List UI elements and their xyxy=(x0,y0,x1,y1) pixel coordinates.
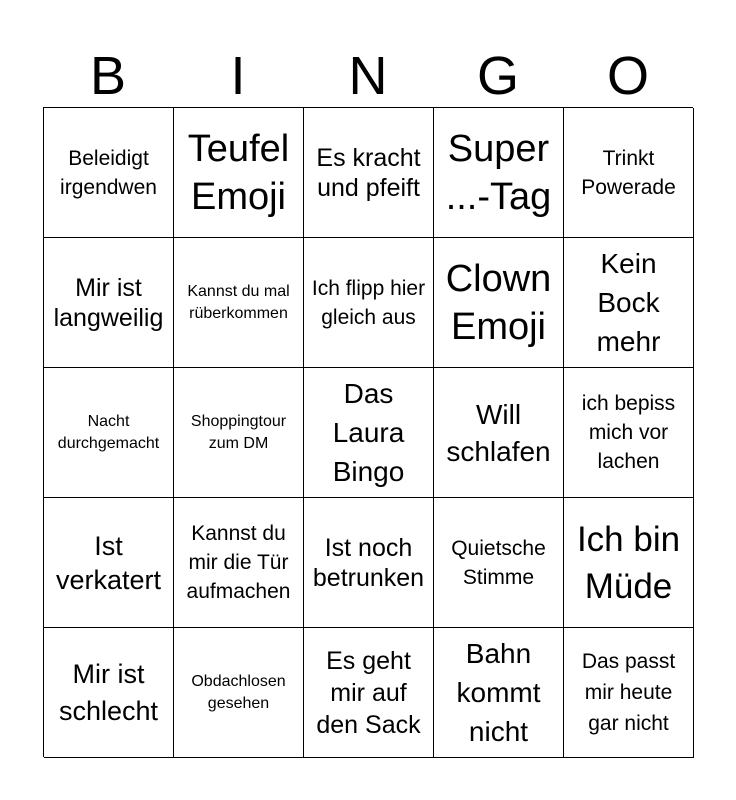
cell-text: Teufel Emoji xyxy=(187,127,290,218)
bingo-cell-r4c1[interactable] xyxy=(44,498,174,628)
bingo-cell-r3c5[interactable] xyxy=(564,368,694,498)
bingo-cell-r1c4[interactable] xyxy=(434,108,564,238)
cell-text: Ist noch betrunken xyxy=(312,533,425,592)
bingo-header xyxy=(43,44,693,108)
bingo-cell-r4c4[interactable] xyxy=(434,498,564,628)
cell-text: Kannst du mir die Tür aufmachen xyxy=(186,522,291,603)
cell-text: Super ...-Tag xyxy=(445,127,552,218)
cell-text: Quietsche Stimme xyxy=(451,536,546,589)
bingo-cell-r2c1[interactable] xyxy=(44,238,174,368)
cell-text: Ich bin Müde xyxy=(576,519,681,606)
bingo-cell-r5c5[interactable] xyxy=(564,628,694,758)
bingo-cell-r2c3[interactable] xyxy=(304,238,434,368)
bingo-cell-r5c4[interactable] xyxy=(434,628,564,758)
bingo-cell-r5c1[interactable] xyxy=(44,628,174,758)
cell-text: Es kracht und pfeift xyxy=(316,143,421,202)
header-letter-g: G xyxy=(476,46,519,106)
bingo-cell-r4c2[interactable] xyxy=(174,498,304,628)
cell-text: Mir ist schlecht xyxy=(58,658,159,726)
header-letter-i: I xyxy=(230,46,246,106)
header-letter-b: B xyxy=(89,46,127,106)
cell-text: Kannst du mal rüberkommen xyxy=(187,282,290,322)
cell-text: Clown Emoji xyxy=(445,257,552,348)
cell-text: Obdachlosen gesehen xyxy=(191,672,286,712)
bingo-cell-r4c3[interactable] xyxy=(304,498,434,628)
cell-text: ich bepiss mich vor lachen xyxy=(581,392,676,473)
bingo-cell-r5c3[interactable] xyxy=(304,628,434,758)
cell-text: Beleidigt irgendwen xyxy=(60,146,157,199)
cell-text: Trinkt Powerade xyxy=(581,146,676,199)
bingo-cell-r1c1[interactable] xyxy=(44,108,174,238)
cell-text: Mir ist langweilig xyxy=(53,273,164,332)
bingo-cell-r1c5[interactable] xyxy=(564,108,694,238)
bingo-board xyxy=(43,107,693,757)
bingo-cell-r2c4[interactable] xyxy=(434,238,564,368)
cell-text: Ist verkatert xyxy=(55,530,162,595)
cell-text: Es geht mir auf den Sack xyxy=(316,646,421,739)
bingo-cell-r4c5[interactable] xyxy=(564,498,694,628)
bingo-cell-r3c2[interactable] xyxy=(174,368,304,498)
bingo-cell-r3c4[interactable] xyxy=(434,368,564,498)
cell-text: Nacht durchgemacht xyxy=(57,412,160,452)
bingo-cell-r1c2[interactable] xyxy=(174,108,304,238)
cell-text: Das Laura Bingo xyxy=(332,378,405,487)
cell-text: Will schlafen xyxy=(446,398,551,467)
bingo-cell-r5c2[interactable] xyxy=(174,628,304,758)
cell-text: Ich flipp hier gleich aus xyxy=(311,276,426,329)
cell-text: Das passt mir heute gar nicht xyxy=(581,650,676,735)
header-letter-n: N xyxy=(348,46,388,106)
bingo-cell-r3c3[interactable] xyxy=(304,368,434,498)
bingo-cell-r1c3[interactable] xyxy=(304,108,434,238)
bingo-cell-r3c1[interactable] xyxy=(44,368,174,498)
bingo-cell-r2c5[interactable] xyxy=(564,238,694,368)
cell-text: Bahn kommt nicht xyxy=(456,638,541,747)
header-letter-o: O xyxy=(606,46,649,106)
cell-text: Shoppingtour zum DM xyxy=(190,412,287,452)
bingo-cell-r2c2[interactable] xyxy=(174,238,304,368)
cell-text: Kein Bock mehr xyxy=(596,248,661,357)
